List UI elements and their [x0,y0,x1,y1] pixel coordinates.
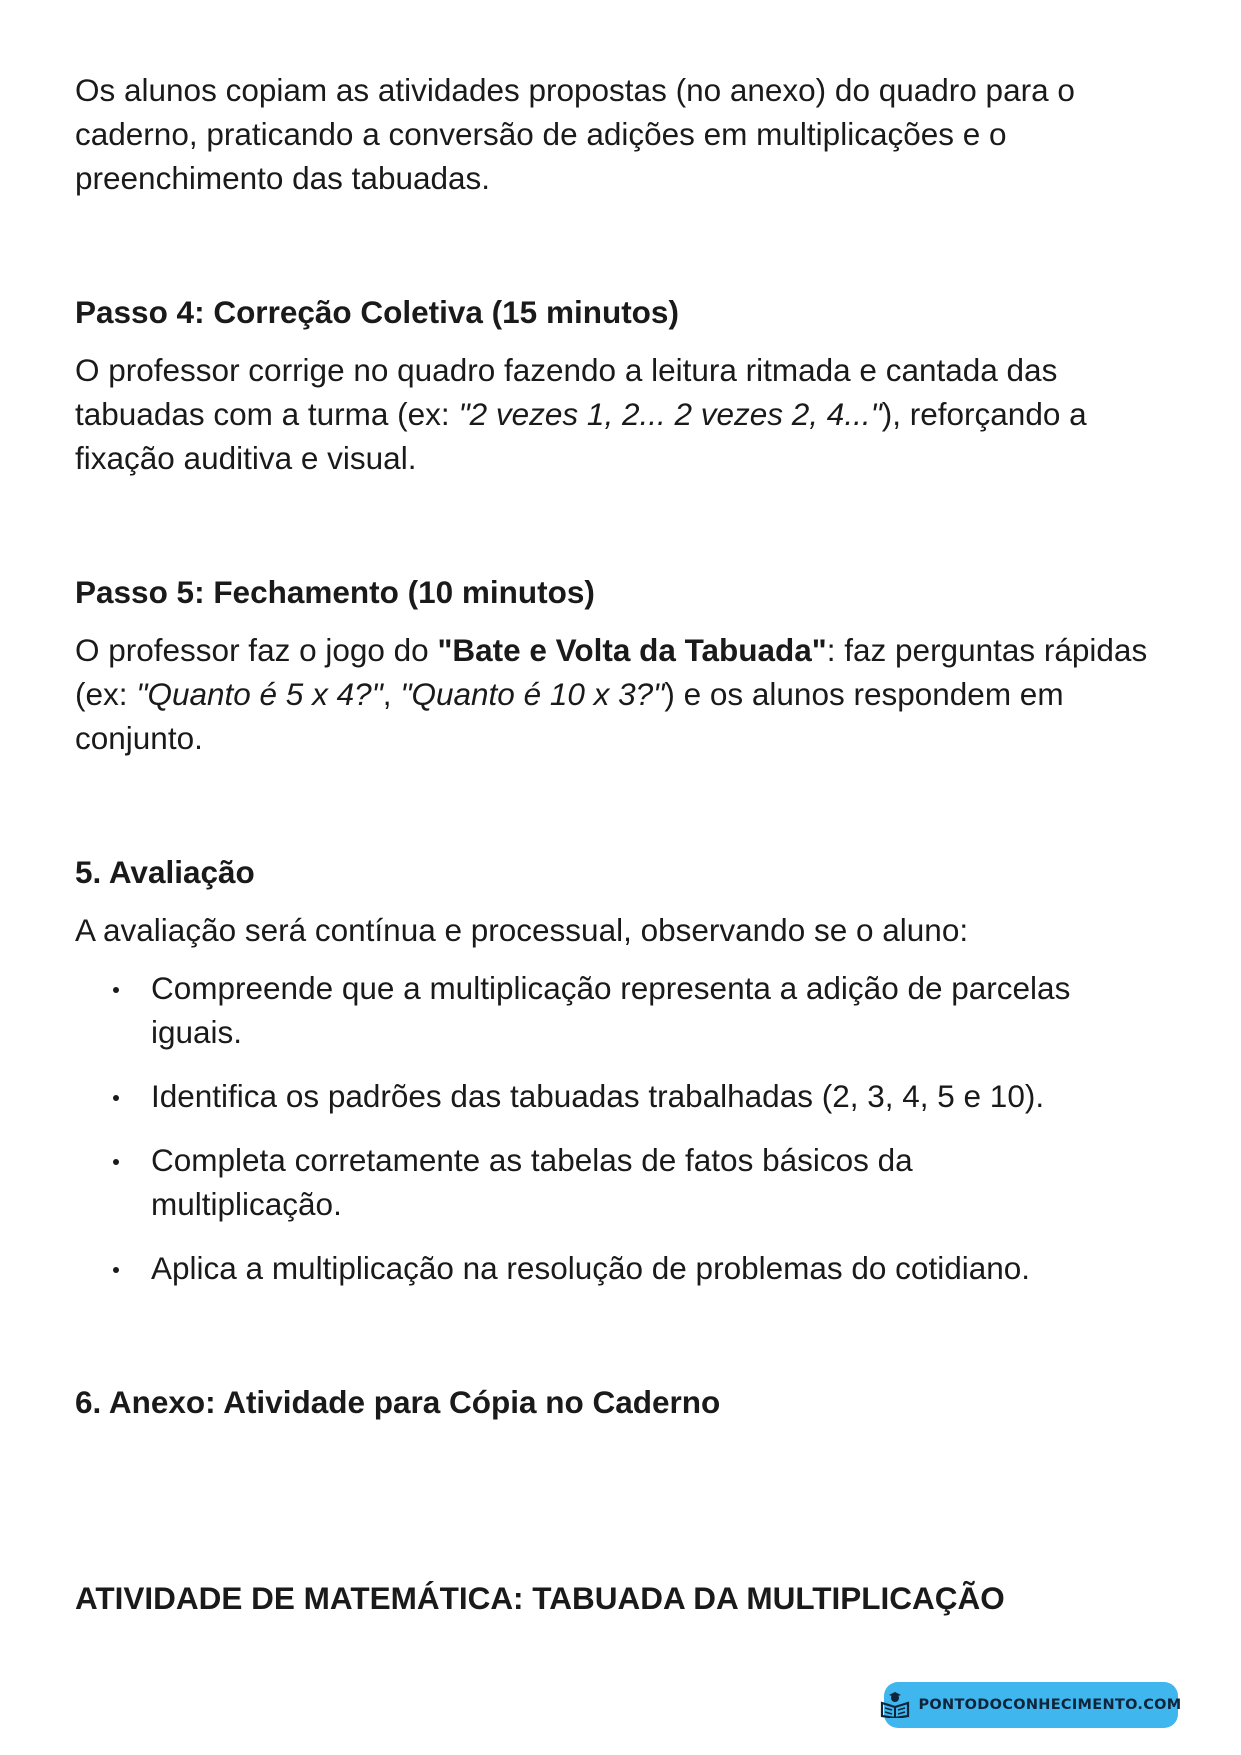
step5-heading: Passo 5: Fechamento (10 minutos) [75,574,595,610]
evaluation-item: Identifica os padrões das tabuadas trabalhadas (2, 3, 4, 5 e 10). [75,1074,1175,1118]
evaluation-item: Aplica a multiplicação na resolução de problemas do cotidiano. [75,1246,1175,1290]
question-2: "Quanto é 10 x 3?" [400,676,665,712]
intro-paragraph: Os alunos copiam as atividades propostas (no anexo) do quadro para o caderno, praticando a conversão de adições em multiplicações e o preenchimento das tabuadas. [75,72,1075,196]
evaluation-list [75,966,1175,1290]
step4-example-quote: "2 vezes 1, 2... 2 vezes 2, 4..." [458,396,882,432]
step5-paragraph: O professor faz o jogo do "Bate e Volta da Tabuada": faz perguntas rápidas (ex: "Quanto é 5 x 4?", "Quanto é 10 x 3?") e os alunos respondem em conjunto. [75,632,1148,756]
question-1: "Quanto é 5 x 4?" [136,676,383,712]
document-page [75,68,1175,1620]
evaluation-item: Completa corretamente as tabelas de fatos básicos da multiplicação. [75,1138,1175,1226]
evaluation-lead: A avaliação será contínua e processual, observando se o aluno: [75,912,969,948]
annex-heading: 6. Anexo: Atividade para Cópia no Caderno [75,1384,721,1420]
book-reader-icon [880,1692,910,1718]
badge-text: PONTODOCONHECIMENTO.COM [918,1697,1182,1713]
activity-title: ATIVIDADE DE MATEMÁTICA: TABUADA DA MULTIPLICAÇÃO [75,1580,1005,1616]
evaluation-heading: 5. Avaliação [75,854,255,890]
site-badge-link[interactable] [884,1682,1182,1728]
step4-heading: Passo 4: Correção Coletiva (15 minutos) [75,294,679,330]
evaluation-item: Compreende que a multiplicação representa a adição de parcelas iguais. [75,966,1175,1054]
game-name: "Bate e Volta da Tabuada" [437,632,827,668]
step4-paragraph: O professor corrige no quadro fazendo a leitura ritmada e cantada das tabuadas com a turma (ex: "2 vezes 1, 2... 2 vezes 2, 4..."), reforçando a fixação auditiva e visual. [75,352,1087,476]
